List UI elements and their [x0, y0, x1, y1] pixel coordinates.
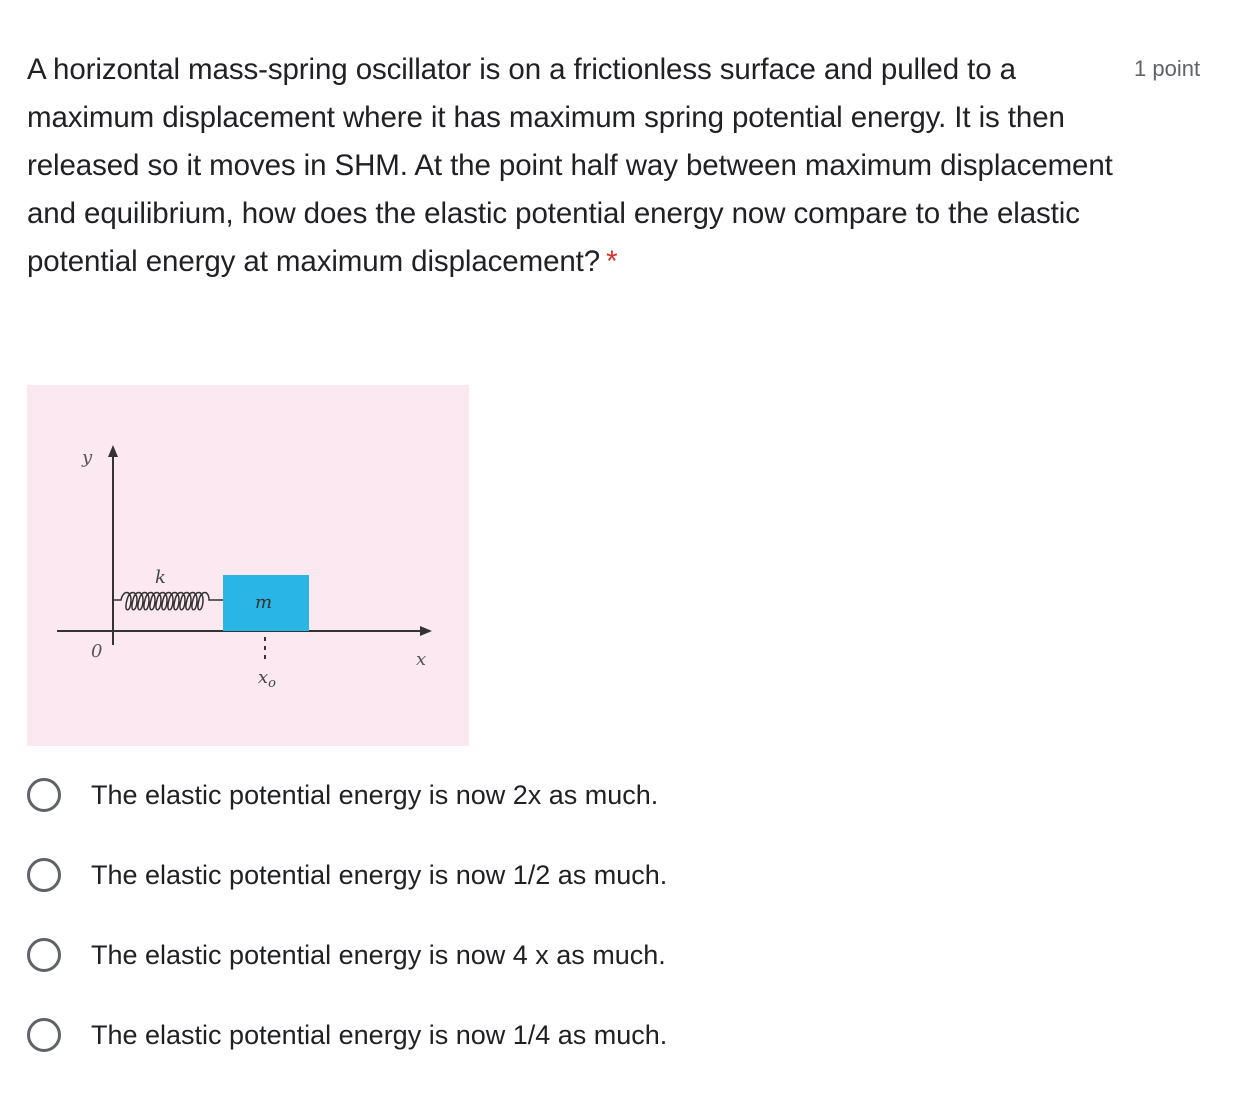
- mass-spring-diagram: [27, 385, 469, 746]
- question-text: A horizontal mass-spring oscillator is on a frictionless surface and pulled to a maximum displacement where it has maximum spring potential energy. It is then released so it moves in SHM. At the point half way between maximum displacement and equilibrium, how does the elastic potential energy now compare to the elastic potential energy at maximum displacement?: [27, 53, 1113, 278]
- spring-constant-label: k: [155, 567, 166, 588]
- radio-button[interactable]: [27, 1018, 61, 1052]
- question-title: [27, 46, 1122, 286]
- option-label: The elastic potential energy is now 2x as much.: [91, 779, 659, 810]
- answer-options: [27, 766, 927, 1086]
- origin-label: 0: [91, 641, 103, 662]
- mass-label: m: [255, 592, 273, 613]
- position-label: [258, 667, 276, 691]
- y-axis-label: y: [82, 447, 93, 468]
- y-axis-arrow: [108, 445, 118, 457]
- radio-button[interactable]: [27, 858, 61, 892]
- position-label-x: x: [258, 667, 269, 688]
- option-4[interactable]: [27, 1006, 927, 1064]
- x-axis-label: x: [416, 649, 427, 670]
- option-label: The elastic potential energy is now 4 x as much.: [91, 939, 666, 970]
- question-image: [27, 385, 469, 746]
- x-axis-arrow: [420, 626, 432, 636]
- spring: [113, 593, 223, 610]
- radio-button[interactable]: [27, 938, 61, 972]
- option-label: The elastic potential energy is now 1/4 as much.: [91, 1019, 668, 1050]
- option-label: The elastic potential energy is now 1/2 as much.: [91, 859, 668, 890]
- option-1[interactable]: [27, 766, 927, 824]
- required-asterisk: *: [606, 245, 618, 278]
- position-label-subscript: o: [268, 676, 276, 691]
- radio-button[interactable]: [27, 778, 61, 812]
- points-label: 1 point: [1134, 56, 1201, 81]
- option-3[interactable]: [27, 926, 927, 984]
- option-2[interactable]: [27, 846, 927, 904]
